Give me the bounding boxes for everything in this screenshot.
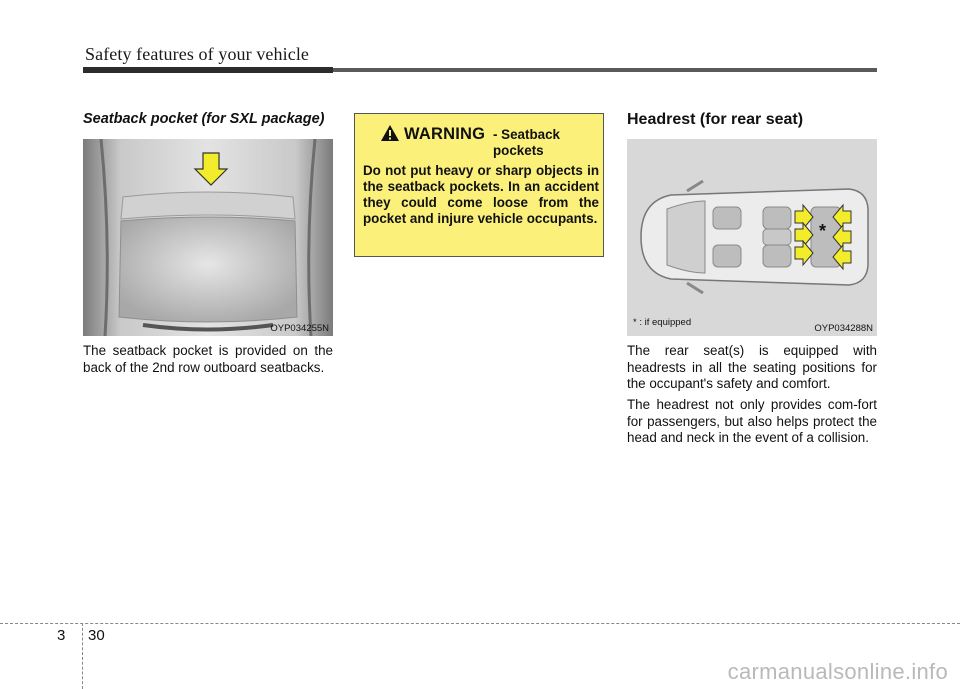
footer-divider <box>82 623 83 689</box>
vehicle-top-view-illustration <box>627 139 877 336</box>
warning-triangle-icon <box>380 124 400 142</box>
warning-box <box>354 113 604 257</box>
figure-note: * : if equipped <box>633 317 692 328</box>
headrest-figure <box>627 139 877 336</box>
watermark: carmanualsonline.info <box>727 659 948 684</box>
section-heading-seatback-pocket: Seatback pocket (for SXL package) <box>83 111 325 127</box>
page-number: 30 <box>88 627 105 644</box>
headrest-paragraph-1: The rear seat(s) is equipped with headrests in all the seating positions for the occupant's safety and comfort. <box>627 343 877 391</box>
warning-text: Do not put heavy or sharp objects in the seatback pockets. In an accident they could come loose from the pocket and injure vehicle occupants. <box>363 163 599 226</box>
warning-title: WARNING <box>404 125 486 143</box>
figure-code: OYP034288N <box>814 323 873 334</box>
chapter-number: 3 <box>57 627 66 644</box>
header-rule-accent <box>83 67 333 73</box>
headrest-paragraph-2: The headrest not only provides com-fort for passengers, but also helps protect the head and neck in the event of a collision. <box>627 397 877 445</box>
section-heading-headrest: Headrest (for rear seat) <box>627 111 804 128</box>
page-header-title: Safety features of your vehicle <box>85 44 310 64</box>
seatback-pocket-description: The seatback pocket is provided on the back of the 2nd row outboard seatbacks. <box>83 343 333 375</box>
seatback-pocket-figure <box>83 139 333 336</box>
seatback-illustration <box>83 139 333 336</box>
footer-rule <box>0 623 960 624</box>
svg-text:*: * <box>819 221 827 241</box>
warning-subtitle: - Seatback pockets <box>493 127 560 158</box>
figure-code: OYP034255N <box>270 323 329 334</box>
